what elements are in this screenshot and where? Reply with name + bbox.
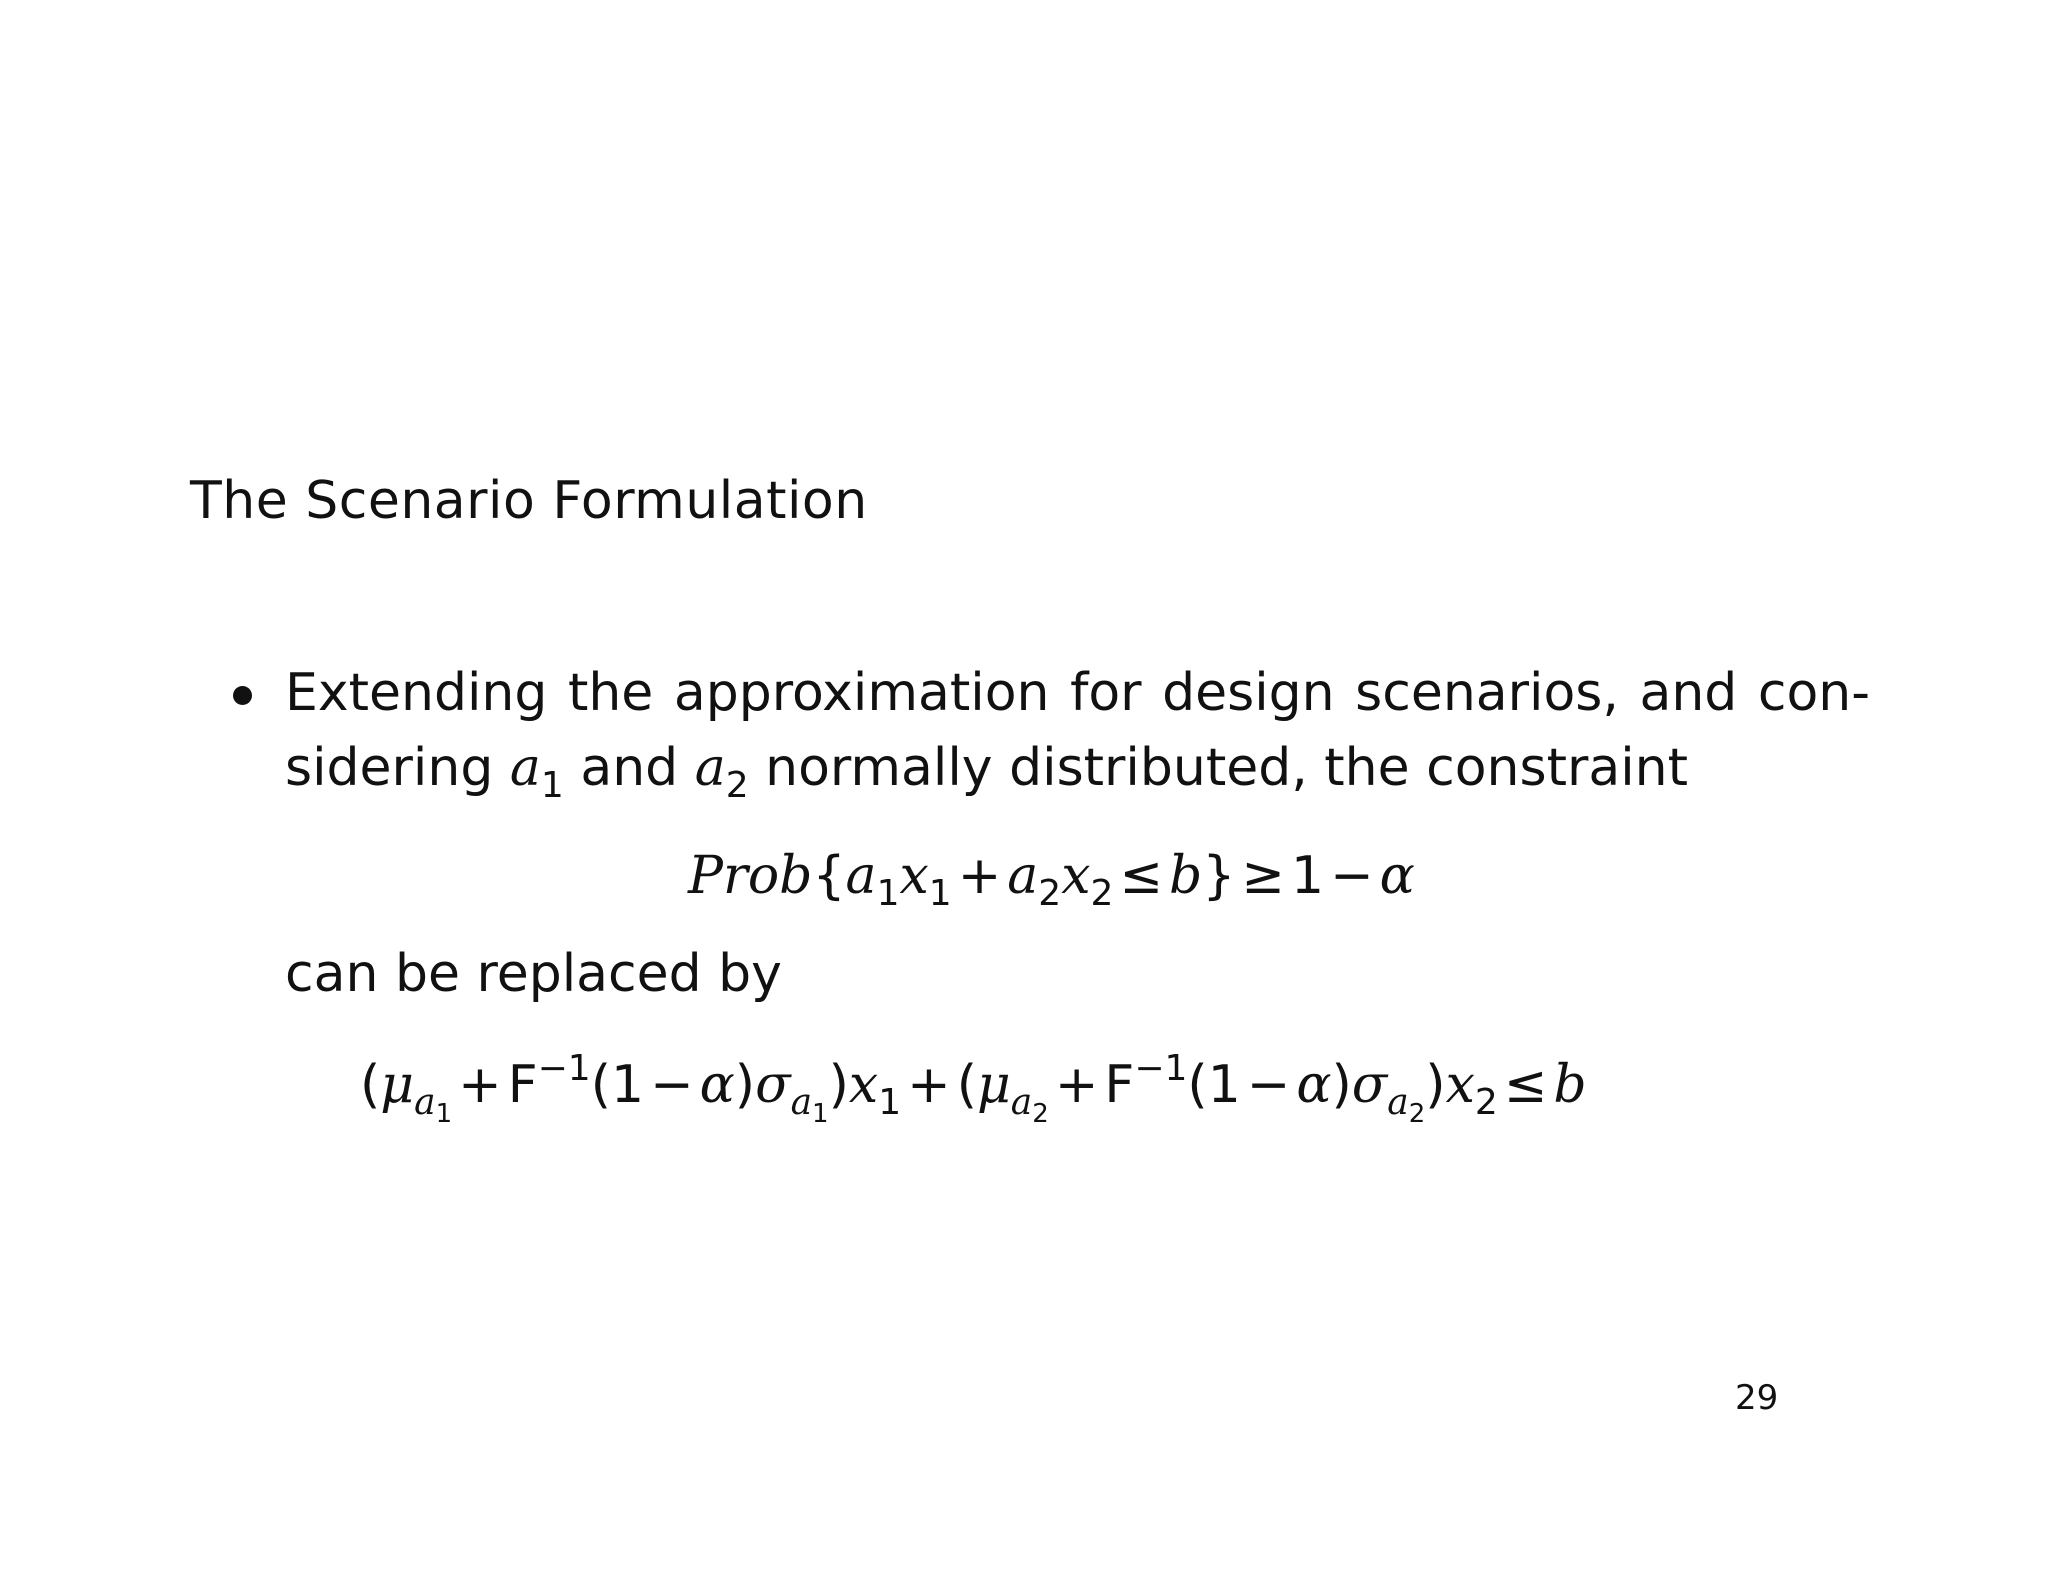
geq-operator: ≥ bbox=[1241, 846, 1285, 906]
subscript bbox=[1387, 1082, 1426, 1129]
number: 1 bbox=[610, 1055, 645, 1115]
math-var-a: a bbox=[509, 738, 541, 798]
subscript-var-a: a bbox=[790, 1082, 813, 1123]
plus-operator: + bbox=[957, 846, 1002, 906]
paren: ) bbox=[734, 1055, 756, 1115]
subsubscript: 2 bbox=[1032, 1099, 1049, 1129]
word: approximation bbox=[673, 663, 1050, 723]
bullet-text-line-2 bbox=[285, 737, 1688, 805]
minus-operator: − bbox=[1330, 846, 1374, 906]
word: scenarios, bbox=[1355, 663, 1619, 723]
math-var-x: x bbox=[899, 846, 929, 906]
math-var-x: x bbox=[1445, 1055, 1475, 1115]
subscript: 2 bbox=[1090, 873, 1114, 914]
subscript: 1 bbox=[928, 873, 952, 914]
cdf-function: F bbox=[507, 1055, 538, 1115]
subscript bbox=[414, 1082, 453, 1129]
plus-operator: + bbox=[907, 1055, 951, 1115]
paren: ( bbox=[956, 1055, 977, 1115]
word: and bbox=[1639, 663, 1738, 723]
word: the bbox=[567, 663, 654, 723]
brace: { bbox=[812, 846, 846, 906]
subsubscript: 1 bbox=[435, 1099, 453, 1129]
subscript: 1 bbox=[540, 765, 564, 806]
bullet-text-line-3: can be replaced by bbox=[285, 944, 782, 1004]
minus-operator: − bbox=[650, 1055, 694, 1115]
subscript: 1 bbox=[878, 1082, 902, 1123]
plus-operator: + bbox=[1054, 1055, 1099, 1115]
subscript: 2 bbox=[1474, 1082, 1498, 1123]
word: for bbox=[1070, 663, 1142, 723]
math-var-sigma: σ bbox=[755, 1055, 791, 1115]
subscript-var-a: a bbox=[414, 1082, 436, 1123]
math-var-a: a bbox=[1007, 846, 1039, 906]
subscript bbox=[790, 1082, 829, 1129]
cdf-function: F bbox=[1104, 1055, 1135, 1115]
math-var-mu: μ bbox=[380, 1055, 415, 1115]
leq-operator: ≤ bbox=[1119, 846, 1164, 906]
subscript: 2 bbox=[725, 765, 749, 806]
leq-operator: ≤ bbox=[1503, 1055, 1548, 1115]
number: 1 bbox=[1290, 846, 1325, 906]
minus-operator: − bbox=[1246, 1055, 1291, 1115]
text-fragment: normally distributed, the constraint bbox=[765, 738, 1689, 798]
math-var-alpha: α bbox=[699, 1055, 735, 1115]
brace: } bbox=[1202, 846, 1236, 906]
prob-operator: Prob bbox=[688, 846, 813, 906]
paren: ( bbox=[360, 1055, 381, 1115]
math-var-alpha: α bbox=[1379, 846, 1415, 906]
plus-operator: + bbox=[458, 1055, 502, 1115]
page-number: 29 bbox=[1735, 1378, 1779, 1418]
bullet-icon bbox=[233, 686, 252, 705]
subsubscript: 2 bbox=[1408, 1099, 1426, 1129]
deterministic-equivalent-equation bbox=[360, 1048, 1587, 1129]
superscript: −1 bbox=[537, 1048, 591, 1089]
math-var-x: x bbox=[1061, 846, 1091, 906]
text-fragment: and bbox=[580, 738, 679, 798]
math-var-b: b bbox=[1553, 1055, 1587, 1115]
subscript: 2 bbox=[1038, 873, 1062, 914]
subscript-var-a: a bbox=[1010, 1082, 1033, 1123]
subscript-var-a: a bbox=[1387, 1082, 1409, 1123]
math-var-sigma: σ bbox=[1351, 1055, 1388, 1115]
paren: ) bbox=[828, 1055, 849, 1115]
paren: ) bbox=[1331, 1055, 1352, 1115]
word: con- bbox=[1757, 663, 1870, 723]
math-var-a: a bbox=[694, 738, 726, 798]
math-var-a: a bbox=[845, 846, 877, 906]
subsubscript: 1 bbox=[812, 1099, 829, 1129]
bullet-text-line-1 bbox=[285, 662, 1870, 724]
page-title: The Scenario Formulation bbox=[190, 471, 868, 531]
constraint-equation bbox=[688, 845, 1415, 913]
text-fragment: sidering bbox=[285, 738, 494, 798]
math-var-mu: μ bbox=[977, 1055, 1011, 1115]
number: 1 bbox=[1207, 1055, 1241, 1115]
paren: ( bbox=[590, 1055, 611, 1115]
math-var-alpha: α bbox=[1296, 1055, 1332, 1115]
subscript bbox=[1010, 1082, 1049, 1129]
paren: ) bbox=[1425, 1055, 1446, 1115]
word: design bbox=[1162, 663, 1335, 723]
paren: ( bbox=[1187, 1055, 1208, 1115]
math-var-x: x bbox=[848, 1055, 879, 1115]
math-var-b: b bbox=[1169, 846, 1203, 906]
subscript: 1 bbox=[876, 873, 900, 914]
word: Extending bbox=[285, 663, 548, 723]
superscript: −1 bbox=[1134, 1048, 1188, 1089]
